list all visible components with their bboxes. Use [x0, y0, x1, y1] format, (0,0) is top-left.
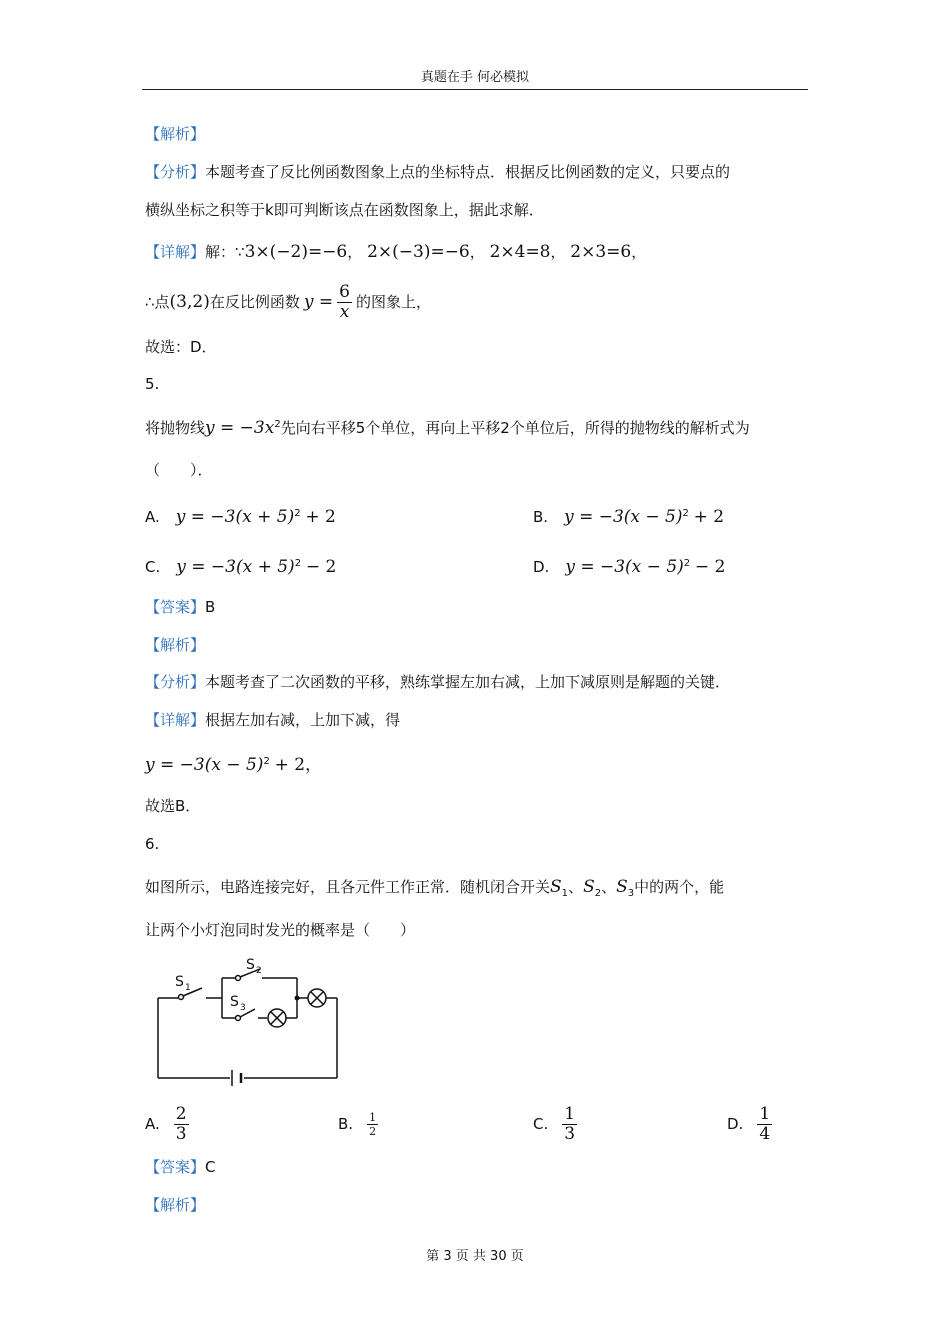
q4-calc1: 3×(−2)=−6: [244, 242, 348, 262]
label-s2: S: [246, 957, 255, 973]
circuit-diagram: [150, 950, 350, 1090]
option-fraction: [367, 1111, 378, 1138]
separator: ，: [631, 243, 647, 261]
option-expr: y = −3(x − 5): [564, 507, 683, 527]
q4-therefore-mid: 在反比例函数: [209, 293, 300, 311]
q5-stem-line1: [145, 415, 750, 438]
q6-stem-line1: [145, 877, 724, 904]
q4-fenxi-label: 【分析】: [145, 163, 206, 181]
option-label: B.: [533, 508, 549, 526]
separator: ，: [550, 243, 566, 261]
q6-option-b[interactable]: [338, 1102, 378, 1146]
q6-option-a[interactable]: [145, 1102, 189, 1146]
option-label: D.: [533, 558, 550, 576]
junction-dot: [295, 996, 300, 1001]
q5-xiangjie-line: [145, 710, 400, 730]
q5-option-a[interactable]: [145, 504, 336, 527]
fraction-numerator: 1: [369, 1110, 377, 1124]
label-s1: S: [175, 974, 184, 990]
q6-stem-prefix: 如图所示，电路连接完好，且各元件工作正常．随机闭合开关: [145, 878, 551, 896]
fraction-numerator: 1: [564, 1103, 576, 1124]
q5-result-tail: + 2，: [274, 755, 323, 775]
q5-answer: [145, 597, 215, 617]
fraction-denominator: 3: [564, 1123, 576, 1144]
q6-s1: S: [550, 877, 562, 897]
q5-answer-label: 【答案】: [145, 598, 206, 616]
option-fraction: [174, 1105, 189, 1144]
q6-dun: 、: [568, 878, 584, 896]
label-s2-sub: 2: [256, 966, 262, 976]
q5-option-b[interactable]: [533, 504, 724, 527]
q5-option-c[interactable]: [145, 554, 336, 577]
q4-fenxi-line1: [145, 162, 730, 182]
fraction-numerator: 6: [339, 281, 350, 302]
q6-dun: 、: [601, 878, 617, 896]
option-label: A.: [145, 508, 160, 526]
fraction-denominator: 2: [369, 1124, 377, 1138]
q6-option-d[interactable]: [727, 1102, 772, 1146]
q4-xiangjie-line: [145, 242, 646, 262]
q4-therefore-suffix: 的图象上，: [355, 293, 431, 311]
q4-point: (3,2): [169, 292, 210, 312]
q6-option-c[interactable]: [533, 1102, 577, 1146]
fraction-numerator: 2: [175, 1103, 187, 1124]
switch-s3-contact: [236, 1016, 241, 1021]
fraction-denominator: 4: [759, 1123, 771, 1144]
q6-stem-suffix: 中的两个，能: [634, 878, 725, 896]
option-tail: − 2: [305, 557, 337, 577]
q4-xiangjie-prefix: 解：∵: [205, 243, 245, 261]
q4-calc2: 2×(−3)=−6: [367, 242, 470, 262]
option-expr: y = −3(x − 5): [565, 557, 684, 577]
switch-s1-contact: [179, 995, 184, 1000]
q6-s2-sub: 2: [594, 888, 602, 899]
q4-fenxi-text1: 本题考查了反比例函数图象上点的坐标特点．根据反比例函数的定义，只要点的: [205, 163, 731, 181]
option-fraction: [757, 1105, 772, 1144]
q5-conclusion: 故选B．: [145, 797, 201, 815]
q5-stem-suffix: 先向右平移5个单位，再向上平移2个单位后，所得的抛物线的解析式为: [280, 419, 750, 437]
separator: ，: [469, 243, 485, 261]
fraction-denominator: 3: [175, 1123, 187, 1144]
option-label: D.: [727, 1115, 744, 1133]
q5-parabola-exp: 2: [274, 419, 281, 430]
fraction-denominator: x: [339, 301, 350, 322]
q5-parabola: y = −3x: [205, 418, 275, 438]
label-s1-sub: 1: [185, 983, 191, 993]
switch-s2-contact: [236, 976, 241, 981]
option-tail: + 2: [693, 507, 725, 527]
q5-xiangjie-text: 根据左加右减，上加下减，得: [205, 711, 401, 729]
option-label: B.: [338, 1115, 354, 1133]
label-s3: S: [230, 994, 239, 1010]
option-exp: 2: [683, 558, 691, 569]
q5-jiexi-label: 【解析】: [145, 636, 206, 654]
q6-s2: S: [583, 877, 595, 897]
q4-conclusion: 故选：D．: [145, 338, 217, 356]
q5-result-exp: 2: [263, 756, 270, 767]
label-s3-sub: 3: [240, 1003, 246, 1013]
option-label: C.: [145, 558, 161, 576]
q6-s3: S: [616, 877, 628, 897]
q6-number: 6.: [145, 835, 160, 853]
fraction-numerator: 1: [759, 1103, 771, 1124]
option-label: A.: [145, 1115, 160, 1133]
q5-result-expr: y = −3(x − 5): [145, 755, 264, 775]
q6-s3-sub: 3: [627, 888, 635, 899]
q4-fenxi-line2: 横纵坐标之积等于k即可判断该点在函数图象上，据此求解．: [145, 201, 544, 219]
option-exp: 2: [682, 508, 689, 519]
page-header: 真题在手 何必模拟: [420, 70, 530, 85]
option-fraction: [562, 1105, 577, 1144]
option-expr: y = −3(x + 5): [176, 557, 295, 577]
q5-option-d[interactable]: [533, 554, 725, 577]
q5-answer-value: B: [205, 598, 216, 616]
option-tail: + 2: [305, 507, 336, 527]
q5-fenxi-text: 本题考查了二次函数的平移，熟练掌握左加右减，上加下减原则是解题的关键．: [205, 673, 731, 691]
q5-stem-line2: （ ）．: [145, 461, 213, 479]
q4-func-fraction: [337, 283, 352, 322]
q5-fenxi-label: 【分析】: [145, 673, 206, 691]
q4-calc3: 2×4=8: [489, 242, 551, 262]
q5-xiangjie-label: 【详解】: [145, 711, 206, 729]
q4-jiexi-label: 【解析】: [145, 125, 206, 143]
header-divider: [142, 89, 808, 90]
q4-calc4: 2×3=6: [570, 242, 632, 262]
option-exp: 2: [294, 558, 302, 569]
option-exp: 2: [294, 508, 301, 519]
q5-result: [145, 752, 322, 775]
separator: ，: [347, 243, 363, 261]
q6-answer-value: C: [205, 1158, 216, 1176]
q5-number: 5.: [145, 375, 160, 393]
q4-therefore-prefix: ∴点: [145, 293, 170, 311]
q4-xiangjie-label: 【详解】: [145, 243, 206, 261]
option-expr: y = −3(x + 5): [175, 507, 295, 527]
q6-s1-sub: 1: [561, 888, 569, 899]
q6-answer-label: 【答案】: [145, 1158, 206, 1176]
q6-jiexi-label: 【解析】: [145, 1196, 206, 1214]
q4-therefore-line: [145, 282, 431, 322]
q4-func-lhs: y =: [303, 292, 334, 312]
option-tail: − 2: [694, 557, 726, 577]
q5-stem-prefix: 将抛物线: [145, 419, 206, 437]
option-label: C.: [533, 1115, 549, 1133]
page-footer: 第 3 页 共 30 页: [426, 1249, 524, 1264]
q6-answer: [145, 1157, 216, 1177]
q6-stem-line2: 让两个小灯泡同时发光的概率是（ ）: [145, 921, 416, 939]
q5-fenxi-line: [145, 672, 730, 692]
